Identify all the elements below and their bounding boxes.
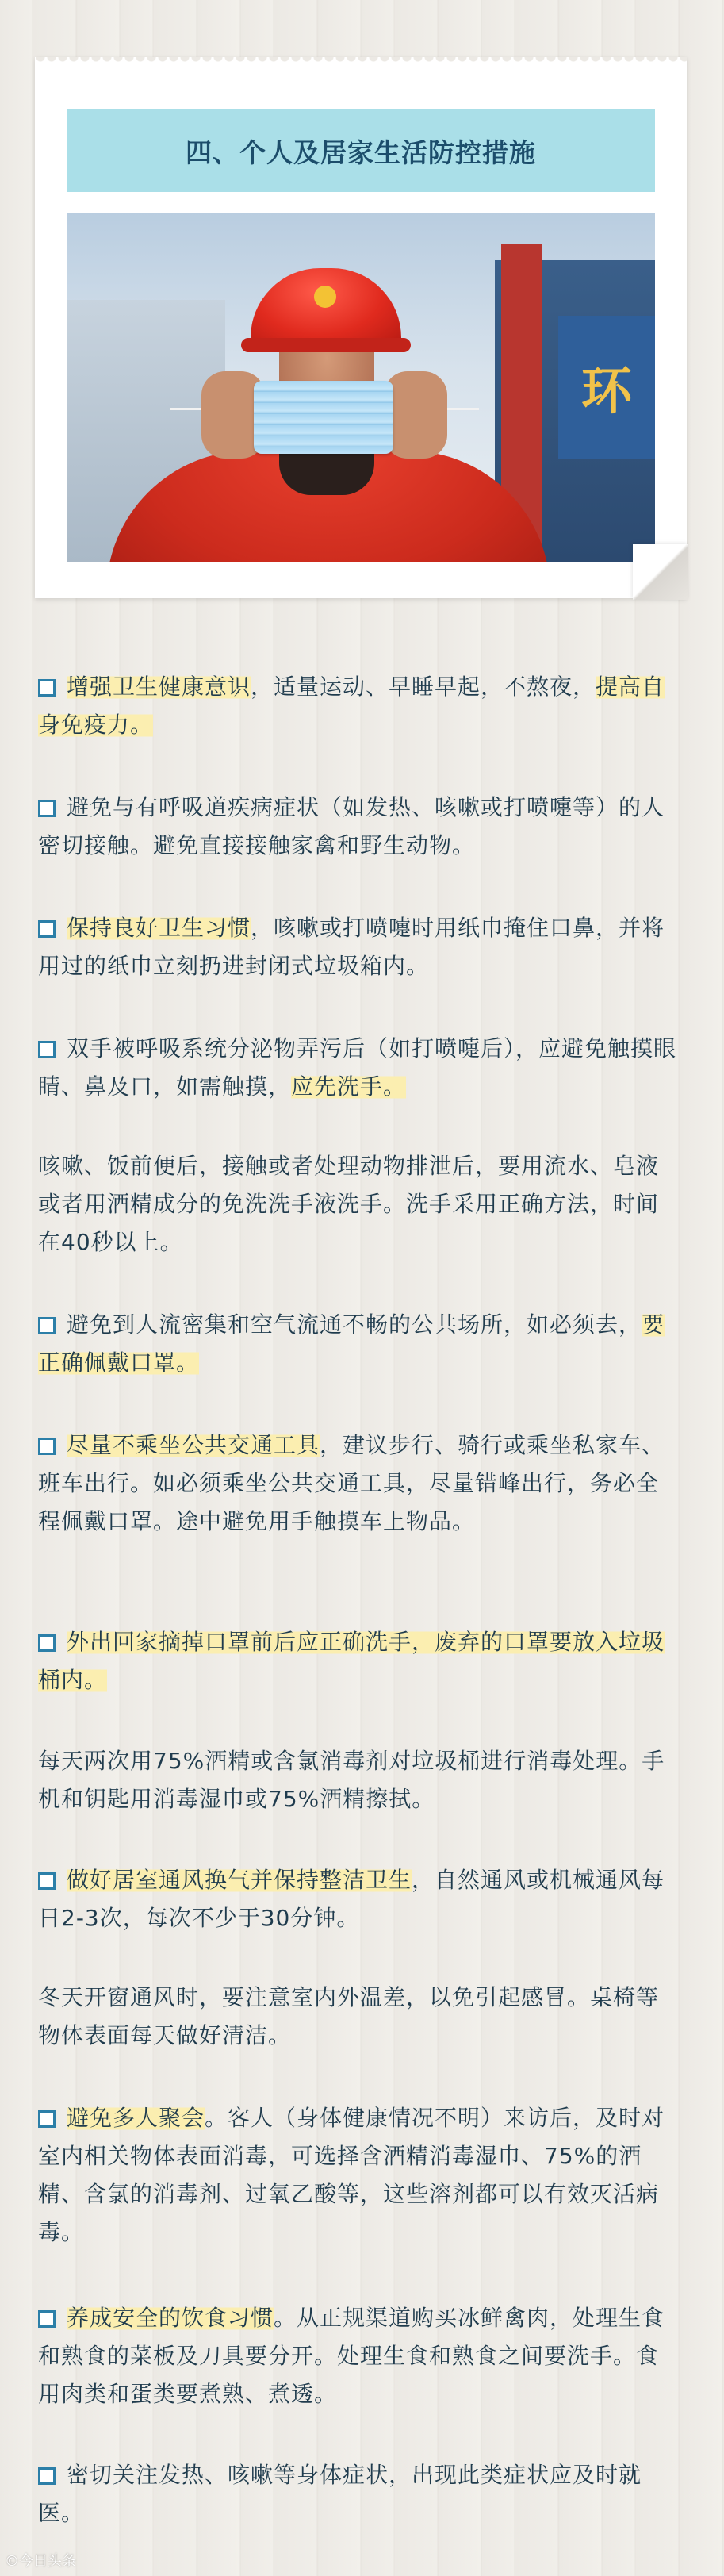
checkbox-icon [38, 800, 56, 817]
list-item [38, 1426, 680, 1541]
list-item [38, 1979, 680, 2055]
title-band [67, 109, 655, 192]
list-item [38, 2456, 680, 2532]
item-text: 咳嗽、饭前便后，接触或者处理动物排泄后，要用流水、皂液或者用酒精成分的免洗洗手液洗手。洗手采用正确方法，时间在40秒以上。 [38, 1153, 660, 1255]
item-highlight: 避免多人聚会 [67, 2105, 205, 2131]
list-item [38, 668, 680, 744]
item-highlight: 增强卫生健康意识 [67, 674, 251, 700]
item-text: 避免与有呼吸道疾病症状（如发热、咳嗽或打喷嚏等）的人密切接触。避免直接接触家禽和野生动物。 [38, 794, 665, 858]
helmet-icon [251, 268, 401, 347]
page-curl [633, 544, 688, 600]
item-highlight: 做好居室通风换气并保持整洁卫生 [67, 1867, 412, 1893]
checkbox-icon [38, 1634, 56, 1652]
list-item [38, 2099, 680, 2252]
building-sign: 环 [558, 316, 655, 459]
item-text: 密切关注发热、咳嗽等身体症状，出现此类症状应及时就医。 [38, 2462, 642, 2526]
helmet-logo-icon [314, 286, 336, 308]
item-text: 双手被呼吸系统分泌物弄污后（如打喷嚏后），应避免触摸眼睛、鼻及口，如需触摸， [38, 1035, 677, 1100]
right-hand [384, 371, 447, 459]
item-text: 每天两次用75%酒精或含氯消毒剂对垃圾桶进行消毒处理。手机和钥匙用消毒湿巾或75%酒精擦拭。 [38, 1748, 665, 1812]
face-mask-icon [254, 381, 393, 454]
checkbox-icon [38, 1438, 56, 1455]
item-text: ，咳嗽或打喷嚏时用纸巾掩住口鼻，并将用过的纸巾立刻扔进封闭式垃圾箱内。 [38, 915, 665, 979]
item-highlight-2: 提高自身免疫力。 [38, 674, 665, 738]
worker-photo [67, 213, 655, 562]
checkbox-icon [38, 2310, 56, 2328]
item-text: 避免到人流密集和空气流通不畅的公共场所，如必须去， [67, 1311, 642, 1338]
checkbox-icon [38, 1872, 56, 1890]
item-text: 。客人（身体健康情况不明）来访后，及时对室内相关物体表面消毒，可选择含酒精消毒湿巾、75%的酒精、含氯的消毒剂、过氧乙酸等，这些溶剂都可以有效灭活病毒。 [38, 2105, 665, 2245]
item-highlight: 保持良好卫生习惯 [67, 915, 251, 941]
checkbox-icon [38, 1317, 56, 1334]
checkbox-icon [38, 679, 56, 697]
list-item [38, 1861, 680, 1937]
checkbox-icon [38, 2467, 56, 2485]
list-item [38, 1306, 680, 1382]
item-highlight: 外出回家摘掉口罩前后应正确洗手，废弃的口罩要放入垃圾桶内。 [38, 1629, 665, 1693]
item-highlight: 养成安全的饮食习惯 [67, 2305, 274, 2331]
collar [279, 447, 374, 495]
item-text: ，自然通风或机械通风每日2-3次，每次不少于30分钟。 [38, 1867, 665, 1931]
item-text: ，适量运动、早睡早起，不熬夜， [251, 674, 596, 700]
checkbox-icon [38, 920, 56, 938]
list-item [38, 2299, 680, 2413]
list-item [38, 1147, 680, 1261]
list-item [38, 789, 680, 865]
item-text: 。从正规渠道购买冰鲜禽肉，处理生食和熟食的菜板及刀具要分开。处理生食和熟食之间要洗手。食用肉类和蛋类要煮熟、煮透。 [38, 2305, 665, 2407]
checkbox-icon [38, 1041, 56, 1058]
list-item [38, 1623, 680, 1699]
list-item [38, 1742, 680, 1818]
checkbox-icon [38, 2110, 56, 2128]
helmet-brim [241, 338, 411, 352]
item-text: ，建议步行、骑行或乘坐私家车、班车出行。如必须乘坐公共交通工具，尽量错峰出行，务必全程佩戴口罩。途中避免用手触摸车上物品。 [38, 1432, 665, 1534]
item-text: 冬天开窗通风时，要注意室内外温差，以免引起感冒。桌椅等物体表面每天做好清洁。 [38, 1984, 660, 2048]
item-highlight: 尽量不乘坐公共交通工具 [67, 1432, 320, 1458]
list-item [38, 1030, 680, 1106]
item-highlight-2: 应先洗手。 [291, 1073, 407, 1100]
item-highlight-2: 要正确佩戴口罩。 [38, 1311, 665, 1376]
brand-watermark: ©今日头条 [5, 2553, 76, 2570]
page-title: 四、个人及居家生活防控措施 [186, 136, 536, 168]
header-card [35, 57, 687, 598]
list-item [38, 909, 680, 985]
